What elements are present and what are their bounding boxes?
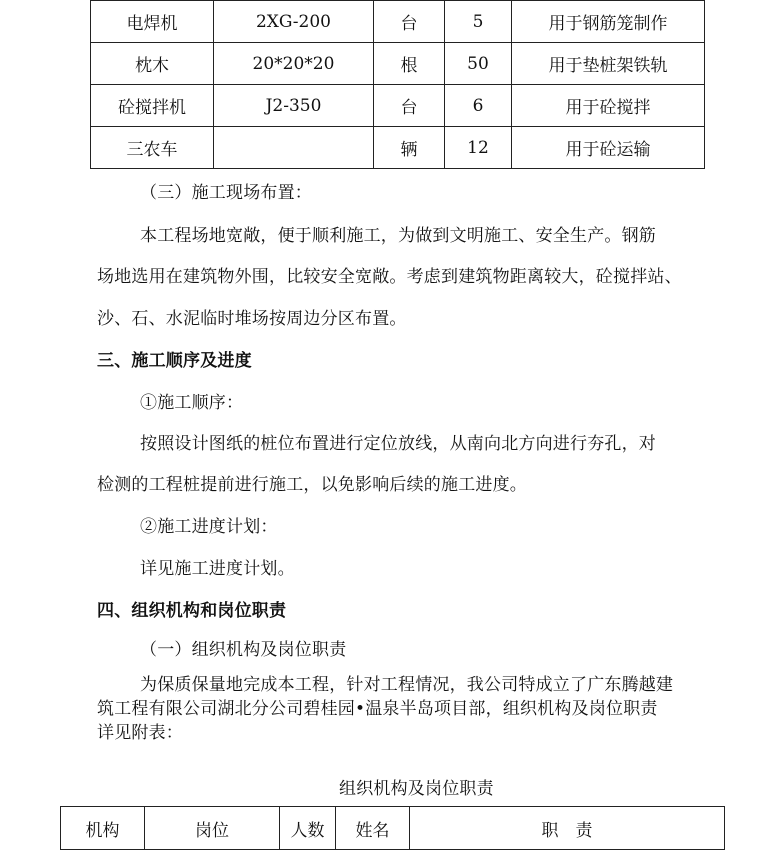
table-cell: 用于垫桩架铁轨 <box>512 43 705 85</box>
table-cell: 台 <box>374 85 445 127</box>
table-cell: 枕木 <box>91 43 214 85</box>
table-cell: 根 <box>374 43 445 85</box>
table-cell: 用于钢筋笼制作 <box>512 1 705 43</box>
paragraph-line: 检测的工程桩提前进行施工，以免影响后续的施工进度。 <box>97 475 527 495</box>
table-cell <box>214 127 374 169</box>
table-row <box>91 43 705 85</box>
table-cell: 5 <box>445 1 512 43</box>
section-heading: 三、施工顺序及进度 <box>97 351 252 371</box>
table-cell: 三农车 <box>91 127 214 169</box>
paragraph-line: 为保质保量地完成本工程，针对工程情况，我公司特成立了广东腾越建 <box>140 675 674 695</box>
subsection-heading: ①施工顺序： <box>140 393 244 413</box>
table-cell: 电焊机 <box>91 1 214 43</box>
site-layout-heading: （三）施工现场布置： <box>140 183 312 203</box>
table-cell: 辆 <box>374 127 445 169</box>
paragraph-line: 按照设计图纸的桩位布置进行定位放线，从南向北方向进行夯孔，对 <box>140 434 656 454</box>
column-header: 姓名 <box>336 807 410 850</box>
table-cell: 20*20*20 <box>214 43 374 85</box>
paragraph-line: 详见附表： <box>97 723 183 743</box>
paragraph-line: 筑工程有限公司湖北分公司碧桂园•温泉半岛项目部，组织机构及岗位职责 <box>97 699 658 719</box>
table-row <box>91 127 705 169</box>
paragraph-line: 本工程场地宽敞，便于顺利施工，为做到文明施工、安全生产。钢筋 <box>140 226 656 246</box>
table-caption: 组织机构及岗位职责 <box>339 779 494 799</box>
paragraph-line: 场地选用在建筑物外围，比较安全宽敞。考虑到建筑物距离较大，砼搅拌站、 <box>97 267 682 287</box>
table-header-row <box>61 807 725 850</box>
table-row <box>91 85 705 127</box>
table-cell: 6 <box>445 85 512 127</box>
equipment-table <box>90 0 705 169</box>
table-cell: 12 <box>445 127 512 169</box>
section-heading: 四、组织机构和岗位职责 <box>97 601 287 621</box>
paragraph-line: 详见施工进度计划。 <box>140 559 295 579</box>
column-header: 人数 <box>280 807 336 850</box>
table-cell: 砼搅拌机 <box>91 85 214 127</box>
subsection-heading: ②施工进度计划： <box>140 517 278 537</box>
paragraph-line: 沙、石、水泥临时堆场按周边分区布置。 <box>97 309 407 329</box>
table-cell: 2XG-200 <box>214 1 374 43</box>
column-header: 职 责 <box>410 807 725 850</box>
table-row <box>91 1 705 43</box>
table-cell: 用于砼运输 <box>512 127 705 169</box>
subsection-heading: （一）组织机构及岗位职责 <box>140 640 347 660</box>
column-header: 机构 <box>61 807 145 850</box>
table-cell: 用于砼搅拌 <box>512 85 705 127</box>
column-header: 岗位 <box>145 807 280 850</box>
org-table <box>60 806 725 850</box>
table-cell: 台 <box>374 1 445 43</box>
table-cell: J2-350 <box>214 85 374 127</box>
table-cell: 50 <box>445 43 512 85</box>
